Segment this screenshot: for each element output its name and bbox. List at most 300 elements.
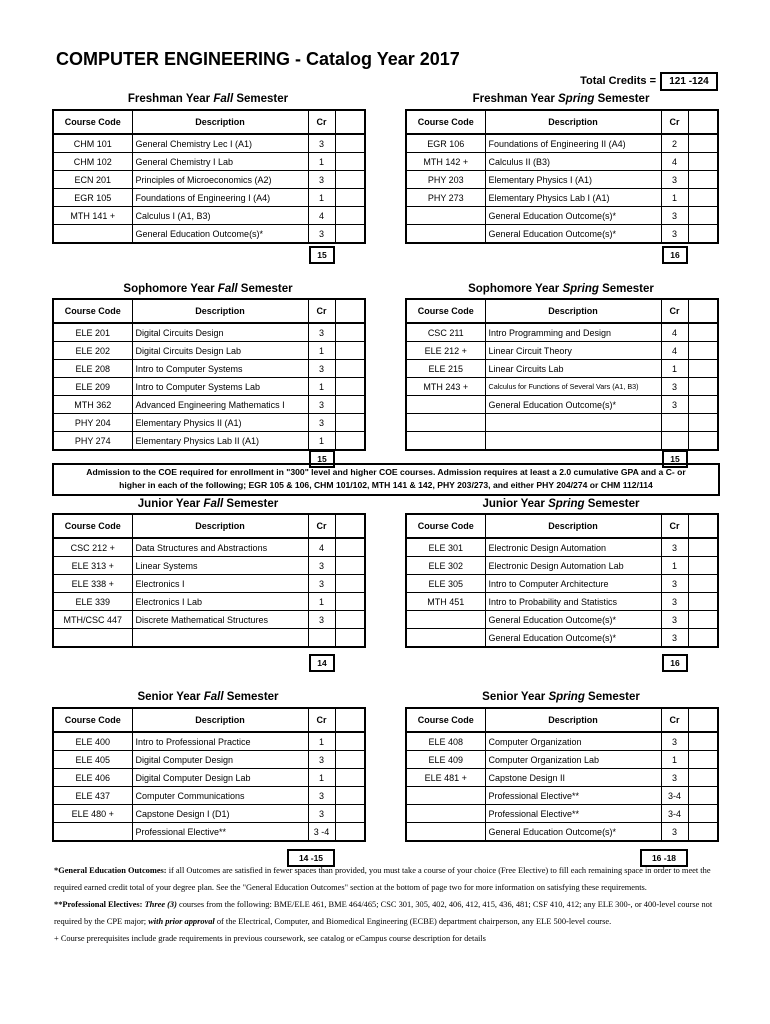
grade-cell	[335, 611, 365, 629]
course-credits: 1	[308, 432, 335, 451]
table-row	[406, 823, 718, 842]
course-code: CSC 211	[406, 323, 485, 342]
course-description: General Education Outcome(s)*	[485, 629, 661, 648]
grade-cell	[688, 732, 718, 751]
course-code: MTH 243 +	[406, 378, 485, 396]
grade-cell	[688, 593, 718, 611]
course-description: Computer Communications	[132, 787, 308, 805]
table-row	[53, 414, 365, 432]
header-description: Description	[132, 110, 308, 134]
semester-title-suffix: Semester	[223, 498, 279, 510]
course-code: ELE 208	[53, 360, 132, 378]
course-description: Foundations of Engineering I (A4)	[132, 189, 308, 207]
course-description: Electronic Design Automation	[485, 538, 661, 557]
semester-title-year: Freshman Year	[127, 93, 214, 105]
course-description: Calculus for Functions of Several Vars (A1, B3)	[485, 378, 661, 396]
course-description: Data Structures and Abstractions	[132, 538, 308, 557]
table-row	[406, 207, 718, 225]
course-description: Professional Elective**	[485, 787, 661, 805]
header-description: Description	[132, 514, 308, 538]
table-row	[53, 396, 365, 414]
header-blank	[688, 514, 718, 538]
total-credits-value: 121 -124	[660, 72, 718, 91]
table-row	[53, 787, 365, 805]
table-row	[53, 378, 365, 396]
header-course-code: Course Code	[406, 514, 485, 538]
header-credits: Cr	[308, 110, 335, 134]
grade-cell	[688, 751, 718, 769]
semester-title-year: Senior Year	[482, 691, 549, 703]
course-credits: 1	[661, 360, 688, 378]
course-code: ELE 400	[53, 732, 132, 751]
course-code: ELE 339	[53, 593, 132, 611]
table-row	[406, 787, 718, 805]
grade-cell	[688, 153, 718, 171]
grade-cell	[688, 189, 718, 207]
course-code: ELE 437	[53, 787, 132, 805]
semester-title-year: Sophomore Year	[123, 283, 218, 295]
course-description: Professional Elective**	[485, 805, 661, 823]
course-code: ELE 209	[53, 378, 132, 396]
table-row	[406, 629, 718, 648]
grade-cell	[688, 432, 718, 451]
grade-cell	[688, 805, 718, 823]
semester-total-credits: 15	[309, 246, 335, 264]
course-code: ELE 302	[406, 557, 485, 575]
course-description: Linear Circuit Theory	[485, 342, 661, 360]
course-code: MTH 451	[406, 593, 485, 611]
course-credits: 3	[661, 732, 688, 751]
semester-title-suffix: Semester	[594, 93, 650, 105]
table-row	[406, 769, 718, 787]
grade-cell	[688, 378, 718, 396]
course-code	[406, 207, 485, 225]
grade-cell	[335, 171, 365, 189]
grade-cell	[335, 732, 365, 751]
semester-title-term: Spring	[562, 283, 599, 295]
table-row	[406, 557, 718, 575]
course-description: Electronics I	[132, 575, 308, 593]
course-code: ELE 480 +	[53, 805, 132, 823]
course-description	[485, 414, 661, 432]
course-code: CSC 212 +	[53, 538, 132, 557]
table-row	[53, 593, 365, 611]
header-description: Description	[485, 708, 661, 732]
grade-cell	[335, 769, 365, 787]
table-row	[53, 360, 365, 378]
course-code: ELE 305	[406, 575, 485, 593]
table-row	[53, 575, 365, 593]
semester-total-credits: 15	[662, 450, 688, 468]
grade-cell	[335, 787, 365, 805]
course-description: Elementary Physics II (A1)	[132, 414, 308, 432]
course-credits: 1	[308, 769, 335, 787]
course-description: Professional Elective**	[132, 823, 308, 842]
grade-cell	[335, 225, 365, 244]
course-credits: 3	[308, 805, 335, 823]
grade-cell	[688, 575, 718, 593]
course-credits: 4	[308, 207, 335, 225]
grade-cell	[335, 134, 365, 153]
table-row	[406, 732, 718, 751]
course-credits: 3	[661, 225, 688, 244]
header-description: Description	[485, 299, 661, 323]
course-code: MTH 362	[53, 396, 132, 414]
semester-title-suffix: Semester	[223, 691, 279, 703]
table-row	[53, 189, 365, 207]
grade-cell	[688, 323, 718, 342]
semester-title	[52, 93, 364, 105]
grade-cell	[335, 751, 365, 769]
course-code: MTH/CSC 447	[53, 611, 132, 629]
grade-cell	[688, 823, 718, 842]
course-code: ELE 202	[53, 342, 132, 360]
header-credits: Cr	[661, 299, 688, 323]
table-row	[406, 575, 718, 593]
course-description: Principles of Microeconomics (A2)	[132, 171, 308, 189]
table-row	[53, 629, 365, 648]
grade-cell	[335, 538, 365, 557]
semester-title-suffix: Semester	[584, 498, 640, 510]
course-credits: 3	[661, 611, 688, 629]
course-credits: 4	[308, 538, 335, 557]
table-row	[406, 360, 718, 378]
grade-cell	[688, 225, 718, 244]
header-blank	[688, 708, 718, 732]
course-credits: 3	[308, 751, 335, 769]
course-code	[406, 432, 485, 451]
course-description	[485, 432, 661, 451]
semester-title-term: Fall	[203, 691, 224, 703]
prof-note-approval: with prior approval	[148, 917, 215, 926]
table-row	[406, 414, 718, 432]
semester-title-suffix: Semester	[233, 93, 289, 105]
course-table	[52, 298, 366, 451]
header-course-code: Course Code	[406, 299, 485, 323]
course-description: Calculus II (B3)	[485, 153, 661, 171]
course-code	[53, 823, 132, 842]
course-code: MTH 142 +	[406, 153, 485, 171]
semester-total-credits: 16	[662, 246, 688, 264]
course-description: Computer Organization Lab	[485, 751, 661, 769]
table-row	[406, 432, 718, 451]
course-description	[132, 629, 308, 648]
course-description: Calculus I (A1, B3)	[132, 207, 308, 225]
course-description: Foundations of Engineering II (A4)	[485, 134, 661, 153]
course-code	[406, 823, 485, 842]
prof-note-text-2: of the Electrical, Computer, and Biomedical Engineering (ECBE) department chairperson, any ELE 500-level course.	[214, 917, 612, 926]
course-description: Linear Circuits Lab	[485, 360, 661, 378]
course-code: ELE 215	[406, 360, 485, 378]
course-credits: 1	[661, 189, 688, 207]
admission-requirements	[52, 463, 720, 496]
prof-note-count: Three (3)	[144, 900, 177, 909]
semester-title-term: Spring	[548, 691, 585, 703]
header-credits: Cr	[661, 514, 688, 538]
semester-title	[405, 498, 717, 510]
header-description: Description	[485, 514, 661, 538]
semester-title	[405, 283, 717, 295]
header-course-code: Course Code	[53, 299, 132, 323]
grade-cell	[335, 575, 365, 593]
grade-cell	[335, 593, 365, 611]
semester-title-year: Sophomore Year	[468, 283, 563, 295]
course-code: ELE 212 +	[406, 342, 485, 360]
course-credits	[661, 414, 688, 432]
grade-cell	[335, 805, 365, 823]
table-row	[53, 342, 365, 360]
header-credits: Cr	[661, 708, 688, 732]
semester-title-suffix: Semester	[237, 283, 293, 295]
course-code	[406, 611, 485, 629]
course-description: Capstone Design II	[485, 769, 661, 787]
header-blank	[335, 708, 365, 732]
course-code: EGR 106	[406, 134, 485, 153]
table-row	[53, 732, 365, 751]
footnotes	[54, 862, 714, 947]
semester-title-term: Fall	[203, 498, 224, 510]
course-description: Elementary Physics Lab II (A1)	[132, 432, 308, 451]
course-code: ECN 201	[53, 171, 132, 189]
course-credits: 3	[308, 360, 335, 378]
table-row	[406, 171, 718, 189]
course-code	[406, 805, 485, 823]
grade-cell	[688, 171, 718, 189]
course-credits: 3	[308, 575, 335, 593]
course-code: PHY 273	[406, 189, 485, 207]
course-description: General Education Outcome(s)*	[485, 611, 661, 629]
admission-line-2: higher in each of the following; EGR 105 & 106, CHM 101/102, MTH 141 & 142, PHY 203/273, and either PHY 204/274 or CHM 112/114	[119, 480, 653, 490]
course-code: ELE 405	[53, 751, 132, 769]
course-code: ELE 409	[406, 751, 485, 769]
course-code	[406, 396, 485, 414]
grade-cell	[335, 378, 365, 396]
grade-cell	[335, 629, 365, 648]
course-credits: 3	[308, 134, 335, 153]
grade-cell	[688, 787, 718, 805]
course-description: Capstone Design I (D1)	[132, 805, 308, 823]
course-credits: 1	[308, 189, 335, 207]
header-credits: Cr	[308, 299, 335, 323]
course-description: Intro to Computer Systems	[132, 360, 308, 378]
prof-elective-note	[54, 896, 714, 930]
grade-cell	[688, 342, 718, 360]
table-row	[406, 323, 718, 342]
course-description: General Education Outcome(s)*	[485, 225, 661, 244]
course-credits: 1	[308, 153, 335, 171]
course-table	[405, 298, 719, 451]
course-description: Digital Computer Design Lab	[132, 769, 308, 787]
course-description: Linear Systems	[132, 557, 308, 575]
course-description: General Education Outcome(s)*	[485, 396, 661, 414]
semester-title-year: Freshman Year	[472, 93, 559, 105]
course-code: PHY 274	[53, 432, 132, 451]
course-code: EGR 105	[53, 189, 132, 207]
course-description: General Chemistry Lec I (A1)	[132, 134, 308, 153]
course-description: Elementary Physics Lab I (A1)	[485, 189, 661, 207]
admission-line-1: Admission to the COE required for enrollment in "300" level and higher COE courses. Admission requires at least a 2.0 cumulative GPA and a C- or	[86, 467, 686, 477]
table-row	[406, 342, 718, 360]
course-credits: 3	[661, 575, 688, 593]
course-description: Digital Computer Design	[132, 751, 308, 769]
course-credits: 3	[661, 171, 688, 189]
table-row	[53, 557, 365, 575]
course-description: General Education Outcome(s)*	[132, 225, 308, 244]
course-code	[53, 225, 132, 244]
course-code: CHM 102	[53, 153, 132, 171]
table-row	[53, 323, 365, 342]
header-course-code: Course Code	[53, 110, 132, 134]
course-credits: 4	[661, 342, 688, 360]
course-credits: 3	[661, 769, 688, 787]
course-credits: 4	[661, 153, 688, 171]
course-credits: 1	[308, 378, 335, 396]
table-row	[406, 134, 718, 153]
course-credits: 3-4	[661, 805, 688, 823]
header-credits: Cr	[661, 110, 688, 134]
header-blank	[335, 514, 365, 538]
table-row	[53, 611, 365, 629]
semester-title	[52, 498, 364, 510]
semester-total-credits: 16 -18	[640, 849, 688, 867]
grade-cell	[688, 538, 718, 557]
page-title: COMPUTER ENGINEERING - Catalog Year 2017	[56, 49, 460, 69]
table-row	[53, 538, 365, 557]
grade-cell	[335, 189, 365, 207]
table-row	[53, 432, 365, 451]
course-description: Intro to Professional Practice	[132, 732, 308, 751]
course-description: Digital Circuits Design Lab	[132, 342, 308, 360]
course-credits: 3	[661, 629, 688, 648]
header-course-code: Course Code	[53, 708, 132, 732]
gened-note	[54, 862, 714, 896]
grade-cell	[335, 396, 365, 414]
course-credits	[308, 629, 335, 648]
course-code: ELE 481 +	[406, 769, 485, 787]
table-row	[406, 538, 718, 557]
course-code: ELE 408	[406, 732, 485, 751]
course-table	[405, 513, 719, 648]
grade-cell	[688, 769, 718, 787]
header-description: Description	[132, 299, 308, 323]
table-row	[406, 378, 718, 396]
course-description: Intro Programming and Design	[485, 323, 661, 342]
course-credits: 3	[661, 823, 688, 842]
course-code	[406, 225, 485, 244]
course-credits: 3	[308, 787, 335, 805]
semester-title-term: Fall	[213, 93, 234, 105]
course-credits: 3	[661, 378, 688, 396]
course-credits: 1	[308, 342, 335, 360]
semester-total-credits: 15	[309, 450, 335, 468]
course-table	[405, 109, 719, 244]
prof-note-label: **Professional Electives:	[54, 900, 143, 909]
header-blank	[688, 299, 718, 323]
table-row	[406, 805, 718, 823]
gened-note-text: if all Outcomes are satisfied in fewer spaces than provided, you must take a course of your choice (Free Elective) to fill each remaining space in order to meet the required earned credit total of your degree plan. See the "General Education Outcomes" section at the bottom of page two for more information on satisfying these requirements.	[54, 866, 711, 892]
grade-cell	[335, 360, 365, 378]
header-course-code: Course Code	[406, 708, 485, 732]
course-credits: 3	[308, 225, 335, 244]
course-credits: 3	[308, 557, 335, 575]
course-description: General Education Outcome(s)*	[485, 823, 661, 842]
semester-total-credits: 14	[309, 654, 335, 672]
grade-cell	[335, 414, 365, 432]
course-credits: 3	[661, 593, 688, 611]
course-code: MTH 141 +	[53, 207, 132, 225]
gened-note-label: *General Education Outcomes:	[54, 866, 167, 875]
grade-cell	[688, 134, 718, 153]
course-description: Electronic Design Automation Lab	[485, 557, 661, 575]
semester-title-term: Fall	[217, 283, 238, 295]
course-description: Electronics I Lab	[132, 593, 308, 611]
grade-cell	[335, 207, 365, 225]
course-credits: 3 -4	[308, 823, 335, 842]
course-code: PHY 204	[53, 414, 132, 432]
prof-note-text-1: courses from the following: BME/ELE 461, BME 464/465; CSC 301, 305, 402, 406, 412, 415, 436, 481; CSF 410, 412; any ELE 300-, or 400-level course not required by the CPE major;	[54, 900, 713, 926]
table-row	[53, 769, 365, 787]
grade-cell	[688, 396, 718, 414]
grade-cell	[688, 360, 718, 378]
table-row	[53, 153, 365, 171]
course-code: ELE 338 +	[53, 575, 132, 593]
table-row	[53, 225, 365, 244]
course-table	[405, 707, 719, 842]
grade-cell	[335, 557, 365, 575]
course-code: ELE 406	[53, 769, 132, 787]
table-row	[53, 171, 365, 189]
semester-title	[52, 691, 364, 703]
course-description: Discrete Mathematical Structures	[132, 611, 308, 629]
grade-cell	[335, 323, 365, 342]
course-credits: 3	[308, 396, 335, 414]
course-description: Intro to Computer Architecture	[485, 575, 661, 593]
table-row	[406, 751, 718, 769]
table-row	[406, 225, 718, 244]
prereq-note: + Course prerequisites include grade requirements in previous coursework, see catalog or eCampus course description for details	[54, 934, 486, 943]
table-row	[53, 805, 365, 823]
course-credits: 3	[661, 207, 688, 225]
grade-cell	[688, 414, 718, 432]
course-code: ELE 201	[53, 323, 132, 342]
semester-title-year: Senior Year	[137, 691, 204, 703]
grade-cell	[335, 153, 365, 171]
semester-total-credits: 14 -15	[287, 849, 335, 867]
header-credits: Cr	[308, 708, 335, 732]
course-code	[406, 629, 485, 648]
table-row	[406, 396, 718, 414]
header-description: Description	[132, 708, 308, 732]
table-row	[406, 189, 718, 207]
total-credits-label: Total Credits =	[580, 75, 656, 87]
course-table	[52, 109, 366, 244]
course-description: General Chemistry I Lab	[132, 153, 308, 171]
course-credits: 3	[661, 538, 688, 557]
course-credits: 1	[661, 751, 688, 769]
course-credits	[661, 432, 688, 451]
table-row	[406, 153, 718, 171]
semester-title	[405, 93, 717, 105]
course-credits: 3	[308, 171, 335, 189]
course-credits: 2	[661, 134, 688, 153]
course-credits: 1	[308, 732, 335, 751]
grade-cell	[335, 432, 365, 451]
semester-title-term: Spring	[558, 93, 595, 105]
semester-title	[405, 691, 717, 703]
course-table	[52, 513, 366, 648]
semester-title-suffix: Semester	[584, 691, 640, 703]
header-course-code: Course Code	[406, 110, 485, 134]
